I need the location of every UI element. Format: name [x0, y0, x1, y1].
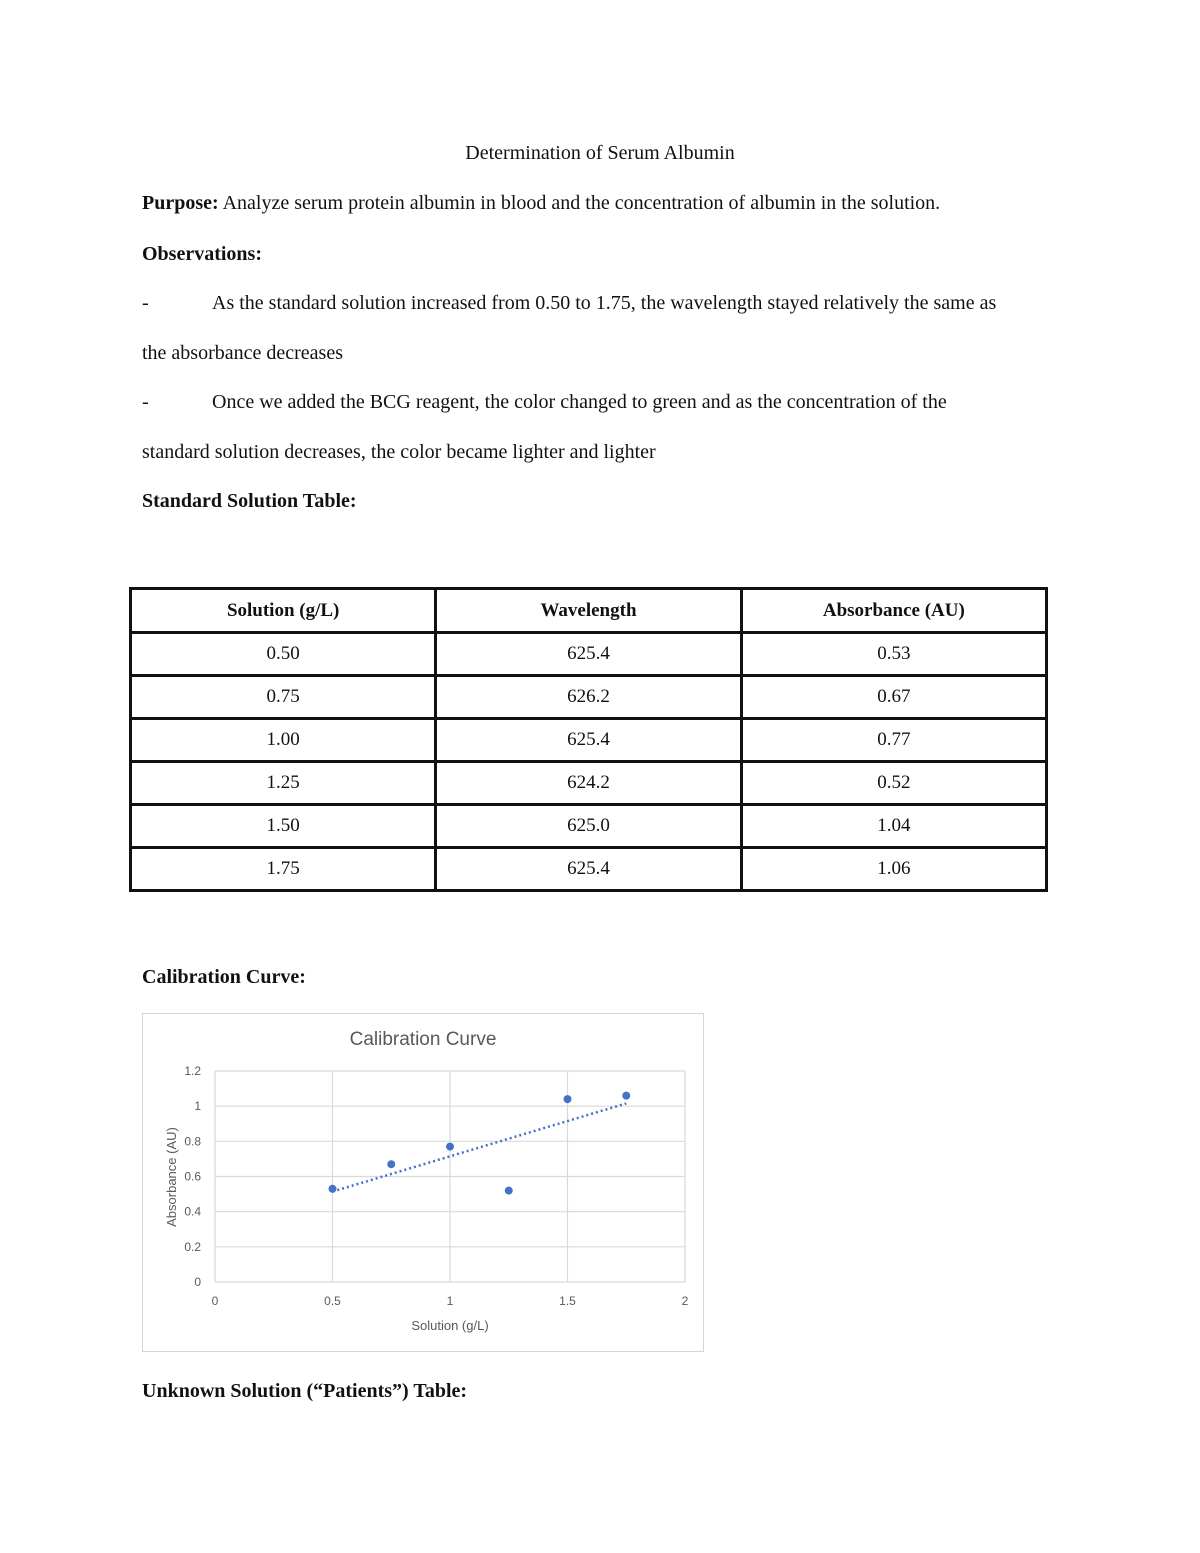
- calibration-heading: [142, 966, 306, 989]
- data-point: [387, 1160, 395, 1168]
- cell-wavelength: 624.2: [436, 762, 741, 805]
- cell-absorbance: 1.06: [741, 848, 1046, 891]
- x-tick-label: 0.5: [324, 1294, 341, 1308]
- table-row: [131, 633, 1047, 676]
- observation-2-dash: -: [142, 391, 149, 413]
- purpose-paragraph: [142, 192, 940, 215]
- table-row: [131, 762, 1047, 805]
- cell-solution: 1.25: [131, 762, 436, 805]
- cell-wavelength: 625.4: [436, 719, 741, 762]
- x-tick-label: 2: [681, 1294, 689, 1308]
- standard-table-heading-text: Standard Solution Table:: [142, 490, 357, 512]
- cell-solution: 1.00: [131, 719, 436, 762]
- cell-absorbance: 0.53: [741, 633, 1046, 676]
- table-row: [131, 805, 1047, 848]
- cell-wavelength: 625.0: [436, 805, 741, 848]
- cell-solution: 1.75: [131, 848, 436, 891]
- x-tick-label: 1: [446, 1294, 454, 1308]
- cell-wavelength: 625.4: [436, 633, 741, 676]
- observation-item-1: [0, 292, 1200, 316]
- y-tick-label: 0: [194, 1275, 201, 1289]
- purpose-label: Purpose:: [142, 192, 219, 214]
- data-point: [564, 1095, 572, 1103]
- cell-absorbance: 0.67: [741, 676, 1046, 719]
- cell-absorbance: 0.52: [741, 762, 1046, 805]
- chart-tick-labels: [184, 1064, 688, 1308]
- y-axis-label: Absorbance (AU): [164, 1127, 179, 1227]
- cell-solution: 1.50: [131, 805, 436, 848]
- table-row: [131, 848, 1047, 891]
- chart-title: Calibration Curve: [349, 1029, 497, 1050]
- document-title: Determination of Serum Albumin: [465, 142, 735, 164]
- table-header-row: [131, 589, 1047, 633]
- calibration-heading-text: Calibration Curve:: [142, 966, 306, 988]
- standard-solution-table: [129, 587, 1048, 892]
- standard-table-heading: [142, 490, 357, 513]
- observations-heading: [142, 243, 262, 266]
- y-tick-label: 0.6: [184, 1169, 201, 1184]
- x-axis-label: Solution (g/L): [411, 1318, 489, 1333]
- cell-solution: 0.75: [131, 676, 436, 719]
- cell-absorbance: 0.77: [741, 719, 1046, 762]
- data-point: [505, 1187, 513, 1195]
- observations-heading-text: Observations:: [142, 243, 262, 265]
- table-row: [131, 676, 1047, 719]
- column-header-wavelength: Wavelength: [436, 589, 741, 633]
- observation-item-2: [0, 391, 1200, 415]
- chart-trendline: [333, 1103, 627, 1191]
- data-point: [622, 1092, 630, 1100]
- column-header-absorbance: Absorbance (AU): [741, 589, 1046, 633]
- data-point: [446, 1143, 454, 1151]
- observation-1-dash: -: [142, 292, 149, 314]
- y-tick-label: 1: [194, 1099, 201, 1114]
- observation-2-line2: standard solution decreases, the color became lighter and lighter: [142, 441, 656, 463]
- observation-2-line1: Once we added the BCG reagent, the color changed to green and as the concentration of the: [212, 391, 947, 413]
- x-tick-label: 0: [211, 1294, 219, 1308]
- table-row: [131, 719, 1047, 762]
- column-header-solution: Solution (g/L): [131, 589, 436, 633]
- observation-1-line2: the absorbance decreases: [142, 342, 343, 364]
- unknown-table-heading-text: Unknown Solution (“Patients”) Table:: [142, 1380, 468, 1402]
- y-tick-label: 1.2: [184, 1064, 201, 1078]
- chart-points: [329, 1092, 631, 1195]
- y-tick-label: 0.4: [184, 1204, 201, 1219]
- observation-1-line1: As the standard solution increased from 0.50 to 1.75, the wavelength stayed relatively the same as: [212, 292, 997, 314]
- chart-grid: [215, 1071, 685, 1282]
- unknown-table-heading: [142, 1380, 467, 1403]
- cell-wavelength: 625.4: [436, 848, 741, 891]
- x-tick-label: 1.5: [559, 1294, 576, 1308]
- y-tick-label: 0.2: [184, 1239, 201, 1254]
- calibration-chart: [142, 1013, 704, 1352]
- calibration-chart-svg: [143, 1014, 705, 1353]
- trendline: [333, 1103, 627, 1191]
- cell-solution: 0.50: [131, 633, 436, 676]
- y-tick-label: 0.8: [184, 1134, 201, 1149]
- cell-wavelength: 626.2: [436, 676, 741, 719]
- cell-absorbance: 1.04: [741, 805, 1046, 848]
- purpose-text: Analyze serum protein albumin in blood and the concentration of albumin in the solution.: [218, 192, 941, 214]
- data-point: [329, 1185, 337, 1193]
